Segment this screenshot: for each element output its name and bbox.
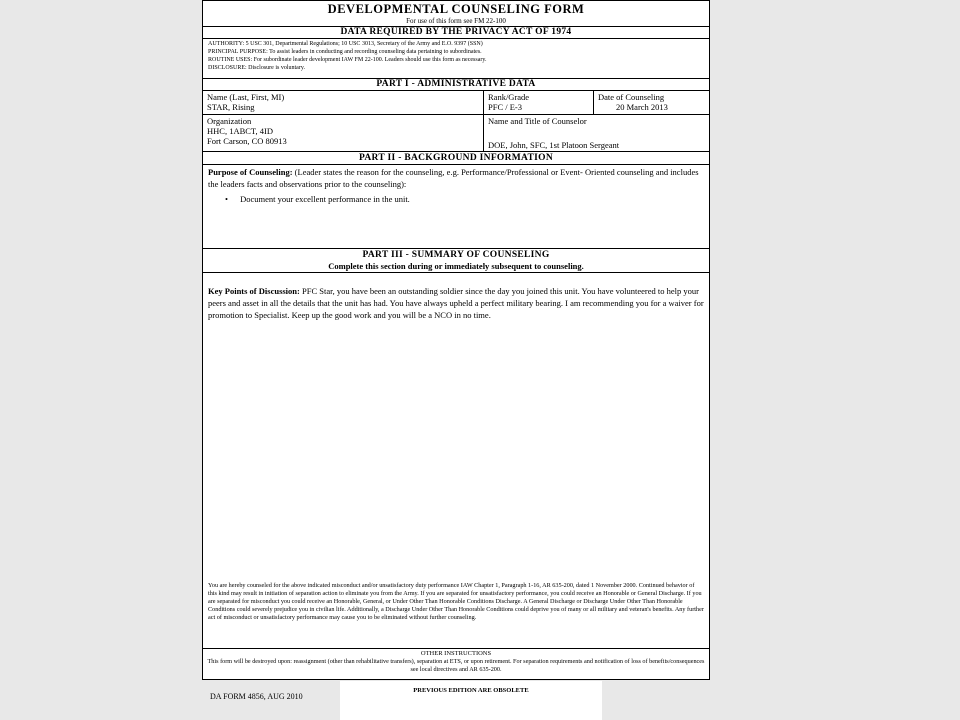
key-points-text: PFC Star, you have been an outstanding soldier since the day you joined this unit. You have volunteered to help your peers and asset in all the details that the unit has had. You have always upheld a perfect military bearing. I am recommending you for a waiver for promotion to Specialist. Keep up the good work and you will be a NCO in no time. — [208, 286, 704, 320]
counselor-cell — [483, 115, 709, 151]
other-instructions-block — [203, 649, 709, 681]
form-title-block — [203, 1, 709, 27]
key-points-label: Key Points of Discussion: — [208, 286, 300, 296]
purpose-text: (Leader states the reason for the counseling, e.g. Performance/Professional or Event- Oriented counseling and includes the leaders facts and observations prior to the counseling): — [208, 167, 699, 189]
name-label: Name (Last, First, MI) — [207, 92, 285, 102]
organization-cell — [203, 115, 483, 151]
form-number: DA FORM 4856, AUG 2010 — [210, 692, 303, 701]
privacy-disclosure: DISCLOSURE: Disclosure is voluntary. — [208, 65, 305, 71]
rank-value: PFC / E-3 — [488, 102, 523, 112]
part3-subheader: Complete this section during or immediately subsequent to counseling. — [328, 261, 584, 271]
bullet-icon: • — [225, 194, 228, 204]
counselor-value: DOE, John, SFC, 1st Platoon Sergeant — [488, 140, 620, 150]
other-instructions-text: This form will be destroyed upon: reassignment (other than rehabilitative transfers), separation at ETS, or upon retirement. For separation requirements and notification of loss of benefits/consequences see local directives and AR 635-200. — [207, 658, 705, 673]
privacy-routine-uses: ROUTINE USES: For subordinate leader development IAW FM 22-100. Leaders should use this form as necessary. — [208, 57, 487, 63]
background-block — [203, 165, 709, 249]
form-subtitle: For use of this form see FM 22-100 — [406, 17, 506, 25]
privacy-purpose: PRINCIPAL PURPOSE: To assist leaders in conducting and recording counseling data pertaining to subordinates. — [208, 49, 482, 55]
name-cell — [203, 91, 483, 114]
date-cell — [593, 91, 709, 114]
admin-row-1 — [203, 91, 709, 115]
date-value: 20 March 2013 — [616, 102, 668, 112]
date-label: Date of Counseling — [598, 92, 665, 102]
part3-header-block — [203, 249, 709, 273]
admin-row-2 — [203, 115, 709, 152]
part3-header: PART III - SUMMARY OF COUNSELING — [362, 250, 550, 260]
counseling-form — [202, 0, 710, 680]
counselor-label: Name and Title of Counselor — [488, 116, 587, 126]
purpose-paragraph — [203, 165, 709, 193]
obsolete-notice — [340, 681, 602, 720]
rank-cell — [483, 91, 593, 114]
part2-header: PART II - BACKGROUND INFORMATION — [203, 152, 709, 165]
purpose-bullet-text: Document your excellent performance in the unit. — [240, 194, 410, 204]
name-value: STAR, Rising — [207, 102, 255, 112]
organization-label: Organization — [207, 116, 252, 126]
purpose-label: Purpose of Counseling: — [208, 167, 293, 177]
legal-notice-block — [203, 581, 709, 649]
part1-header: PART I - ADMINISTRATIVE DATA — [203, 79, 709, 91]
rank-label: Rank/Grade — [488, 92, 530, 102]
privacy-authority: AUTHORITY: 5 USC 301, Departmental Regulations; 10 USC 3013, Secretary of the Army and E.O. 9397 (SSN) — [208, 41, 483, 47]
key-points-paragraph — [203, 273, 709, 324]
privacy-header: DATA REQUIRED BY THE PRIVACY ACT OF 1974 — [203, 27, 709, 39]
legal-notice-text: You are hereby counseled for the above indicated misconduct and/or unsatisfactory duty performance IAW Chapter 1, Paragraph 1-16, AR 635-200, dated 1 November 2000. Continued behavior of this kind may result in initiation of separation action to eliminate you from the Army. If you are separated for unsatisfactory performance, you could receive an Honorable or General Discharge. If you are separated for misconduct you could receive an Honorable, General, or Under Other Than Honorable Conditions Discharge. A General Discharge or Discharge Under Other Than Honorable Conditions could severely prejudice you in civilian life. Additionally, a Discharge Under Other Than Honorable Conditions could deprive you of many or all military and veteran's benefits. Any further act of misconduct or unsatisfactory performance may cause you to be eliminated without further counseling. — [208, 582, 704, 621]
privacy-block — [203, 39, 709, 79]
other-instructions-header: OTHER INSTRUCTIONS — [420, 650, 492, 657]
form-title: DEVELOPMENTAL COUNSELING FORM — [327, 2, 585, 16]
organization-line1: HHC, 1ABCT, 4ID — [207, 126, 273, 136]
summary-block — [203, 273, 709, 578]
purpose-bullet-item — [203, 193, 709, 208]
obsolete-text: PREVIOUS EDITION ARE OBSOLETE — [413, 687, 529, 694]
organization-line2: Fort Carson, CO 80913 — [207, 136, 287, 146]
